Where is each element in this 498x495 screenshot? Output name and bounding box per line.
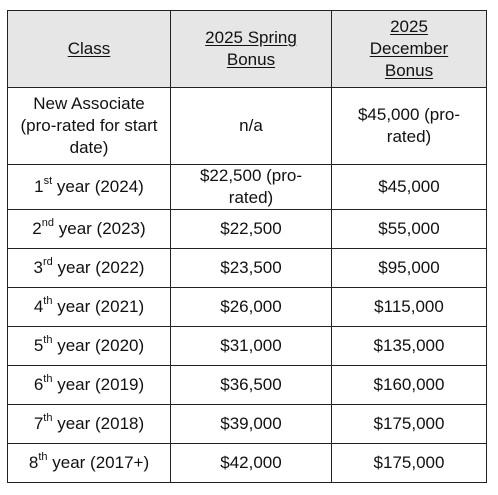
table-row (8, 405, 487, 444)
december-bonus-cell: $160,000 (332, 366, 487, 405)
class-cell: 6th year (2019) (8, 366, 171, 405)
spring-bonus-cell: $36,500 (171, 366, 332, 405)
december-bonus-cell: $95,000 (332, 249, 487, 288)
class-cell: New Associate (pro-rated for start date) (8, 88, 171, 165)
class-cell: 7th year (2018) (8, 405, 171, 444)
class-cell: 8th year (2017+) (8, 444, 171, 483)
spring-bonus-cell: $22,500 (pro- rated) (171, 165, 332, 210)
header-december-bonus: 2025 December Bonus (332, 11, 487, 88)
table-row (8, 327, 487, 366)
ordinal-suffix: st (43, 175, 53, 188)
spring-bonus-cell: $26,000 (171, 288, 332, 327)
bonus-table-container (7, 10, 487, 483)
spring-bonus-cell: $23,500 (171, 249, 332, 288)
class-cell: 4th year (2021) (8, 288, 171, 327)
header-row (8, 11, 487, 88)
ordinal-suffix: rd (43, 256, 53, 269)
bonus-table (7, 10, 487, 483)
spring-bonus-cell: $31,000 (171, 327, 332, 366)
spring-bonus-cell: $22,500 (171, 210, 332, 249)
table-row (8, 165, 487, 210)
ordinal-suffix: th (38, 451, 48, 464)
class-cell: 1st year (2024) (8, 165, 171, 210)
december-bonus-cell: $175,000 (332, 444, 487, 483)
table-row (8, 288, 487, 327)
december-bonus-cell: $175,000 (332, 405, 487, 444)
class-cell: 2nd year (2023) (8, 210, 171, 249)
table-row (8, 210, 487, 249)
ordinal-suffix: th (43, 373, 53, 386)
class-cell: 3rd year (2022) (8, 249, 171, 288)
december-bonus-cell: $135,000 (332, 327, 487, 366)
spring-bonus-cell: $42,000 (171, 444, 332, 483)
table-row (8, 366, 487, 405)
table-row (8, 88, 487, 165)
ordinal-suffix: th (43, 334, 53, 347)
header-class: Class (8, 11, 171, 88)
spring-bonus-cell: n/a (171, 88, 332, 165)
december-bonus-cell: $45,000 (332, 165, 487, 210)
table-row (8, 249, 487, 288)
ordinal-suffix: th (43, 295, 53, 308)
class-cell: 5th year (2020) (8, 327, 171, 366)
december-bonus-cell: $55,000 (332, 210, 487, 249)
ordinal-suffix: nd (41, 217, 55, 230)
december-bonus-cell: $115,000 (332, 288, 487, 327)
header-spring-bonus: 2025 Spring Bonus (171, 11, 332, 88)
ordinal-suffix: th (43, 412, 53, 425)
spring-bonus-cell: $39,000 (171, 405, 332, 444)
december-bonus-cell: $45,000 (pro- rated) (332, 88, 487, 165)
table-row (8, 444, 487, 483)
